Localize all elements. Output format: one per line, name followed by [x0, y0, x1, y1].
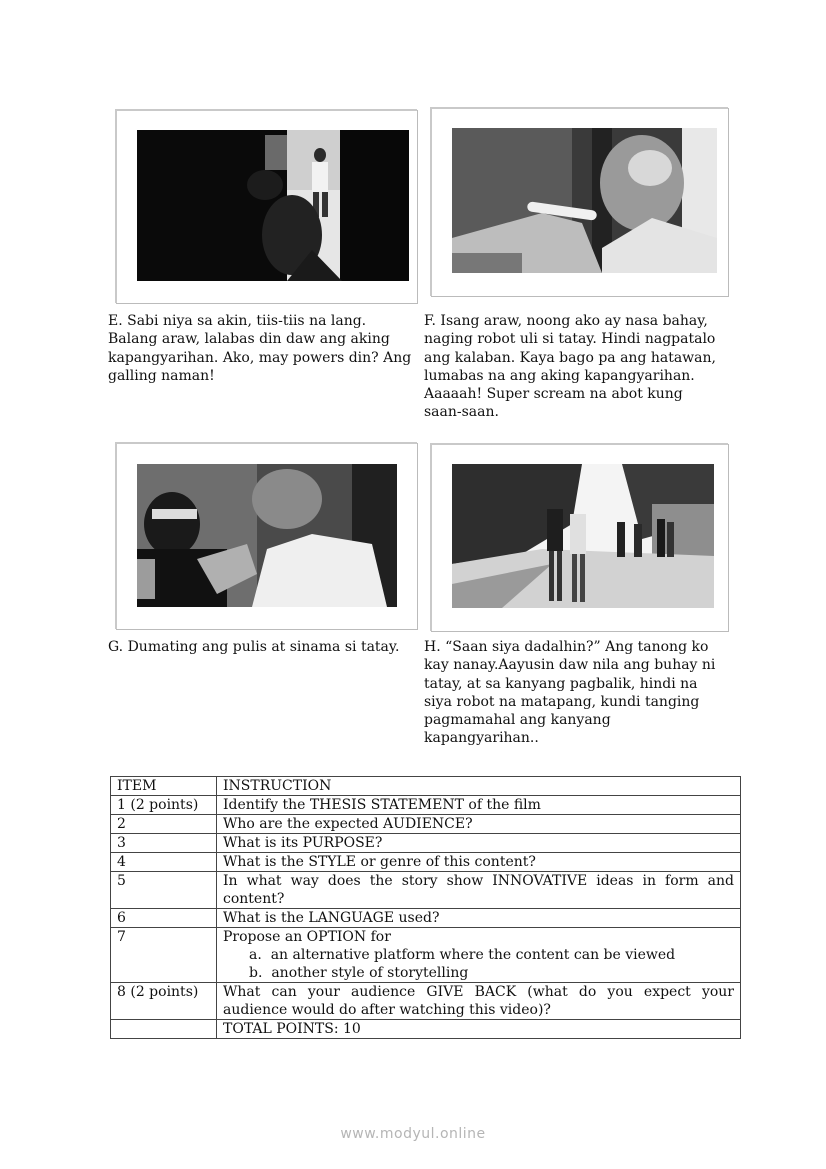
row-item: 6 [111, 909, 217, 928]
row-item: 8 (2 points) [111, 983, 217, 1020]
row-instruction: What is the STYLE or genre of this content? [217, 853, 741, 872]
panel-h-photo [452, 464, 714, 608]
table-row [111, 815, 741, 834]
row-instruction: Propose an OPTION for [223, 929, 391, 945]
panel-h-caption: H. “Saan siya dadalhin?” Ang tanong ko kay nanay.Aayusin daw nila ang buhay ni tatay, at sa kanyang pagbalik, hindi na siya robot na matapang, kundi tanging pagmamahal ang kanyang kapangyarihan.. [424, 639, 716, 747]
panel-e-photo [137, 130, 409, 281]
option-b [223, 964, 734, 982]
footer-watermark: www.modyul.online [340, 1126, 486, 1142]
header-item: ITEM [111, 777, 217, 796]
option-b-marker: b. [249, 965, 263, 981]
row-instruction-cell [217, 928, 741, 983]
instruction-table [110, 776, 741, 1039]
row-instruction: What is the LANGUAGE used? [217, 909, 741, 928]
table-row [111, 796, 741, 815]
row-item: 7 [111, 928, 217, 983]
total-points: TOTAL POINTS: 10 [217, 1020, 741, 1039]
row-instruction: What is its PURPOSE? [217, 834, 741, 853]
option-a-text: an alternative platform where the content can be viewed [270, 947, 676, 963]
panel-e-caption: E. Sabi niya sa akin, tiis-tiis na lang. Balang araw, lalabas din daw ang aking kapangyarihan. Ako, may powers din? Ang galling naman! [108, 313, 412, 384]
row-item: 1 (2 points) [111, 796, 217, 815]
table-row [111, 928, 741, 983]
option-a-marker: a. [249, 947, 262, 963]
row-instruction: Identify the THESIS STATEMENT of the film [217, 796, 741, 815]
option-a [223, 946, 734, 964]
row-instruction: What can your audience GIVE BACK (what do you expect your audience would do after watching this video)? [217, 983, 741, 1020]
header-instruction: INSTRUCTION [217, 777, 741, 796]
table-row-total [111, 1020, 741, 1039]
table-row [111, 853, 741, 872]
table-row [111, 909, 741, 928]
row-item [111, 1020, 217, 1039]
row-item: 4 [111, 853, 217, 872]
panel-f-caption: F. Isang araw, noong ako ay nasa bahay, naging robot uli si tatay. Hindi nagpatalo ang kalaban. Kaya bago pa ang hatawan, lumabas na ang aking kapangyarihan. Aaaaah! Super scream na abot kung saan-saan. [424, 313, 716, 421]
table-header-row [111, 777, 741, 796]
panel-g-caption: G. Dumating ang pulis at sinama si tatay. [108, 639, 400, 655]
panel-f-photo [452, 128, 717, 273]
table-row [111, 872, 741, 909]
row-instruction: In what way does the story show INNOVATIVE ideas in form and content? [217, 872, 741, 909]
row-item: 5 [111, 872, 217, 909]
option-b-text: another style of storytelling [271, 965, 469, 981]
row-instruction: Who are the expected AUDIENCE? [217, 815, 741, 834]
panel-g-photo [137, 464, 397, 607]
table-row [111, 834, 741, 853]
table-row [111, 983, 741, 1020]
row-item: 3 [111, 834, 217, 853]
row-item: 2 [111, 815, 217, 834]
